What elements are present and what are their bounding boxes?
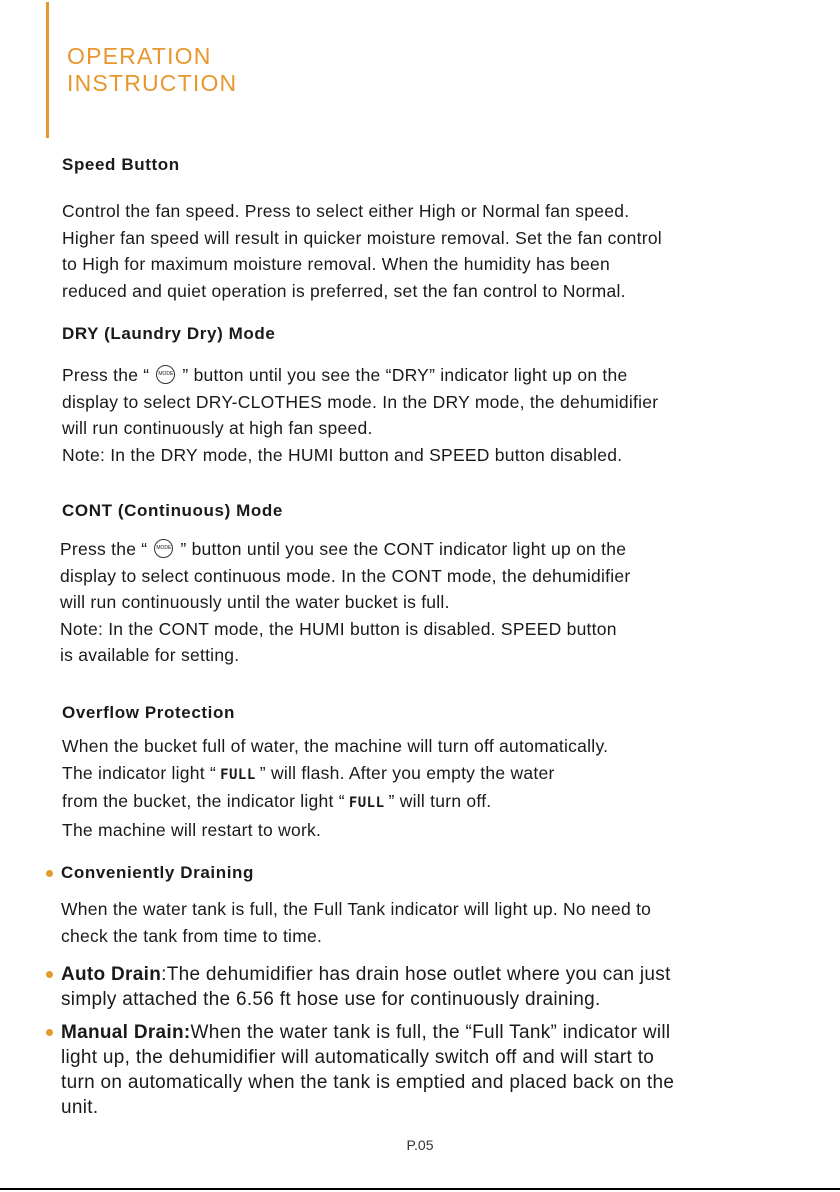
dry-text: Press the “ MODE ” button until you see the “DRY” indicator light up on the display to select DRY-CLOTHES mode. In the DRY mode, the dehumidifier will run continuously at high fan speed. Note: In the DRY mode, the HUMI button and SPEED button disabled. [62, 365, 659, 465]
mode-button-icon: MODE [154, 539, 173, 558]
bullet-dot [46, 1029, 53, 1036]
draining-title: Conveniently Draining [61, 863, 255, 882]
dry-title: DRY (Laundry Dry) Mode [62, 324, 276, 343]
page-title: OPERATION INSTRUCTION [67, 43, 238, 96]
cont-text: Press the “ MODE ” button until you see the CONT indicator light up on the display to select continuous mode. In the CONT mode, the dehumidifier will run continuously until the water bucket is full. Note: In the CONT mode, the HUMI button is disabled. SPEED button is available for setting. [60, 539, 631, 665]
page-number: P.05 [406, 1137, 434, 1153]
cont-title: CONT (Continuous) Mode [62, 501, 283, 520]
full-indicator-label: FULL [348, 795, 385, 811]
overflow-text: When the bucket full of water, the machine will turn off automatically. The indicator light “ FULL ” will flash. After you empty the water from the bucket, the indicator light “ FULL ” will turn off. The machine will restart to work. [62, 736, 609, 840]
full-indicator-label: FULL [220, 766, 256, 783]
accent-bar [46, 2, 49, 138]
manual-drain-text: Manual Drain:When the water tank is full, the “Full Tank” indicator will light up, the dehumidifier will automatically switch off and will start to turn on automatically when the tank is emptied and placed back on the unit. [61, 1022, 675, 1118]
bottom-rule [0, 1188, 840, 1190]
bullet-dot [46, 971, 53, 978]
auto-drain-text: Auto Drain:The dehumidifier has drain hose outlet where you can just simply attached the 6.56 ft hose use for continuously draining. [61, 964, 671, 1010]
speed-text: Control the fan speed. Press to select either High or Normal fan speed. Higher fan speed will result in quicker moisture removal. Set the fan control to High for maximum moisture removal. When the humidity has been reduced and quiet operation is preferred, set the fan control to Normal. [62, 201, 662, 301]
bullet-dot [46, 870, 53, 877]
mode-button-icon: MODE [156, 365, 175, 384]
draining-text: When the water tank is full, the Full Tank indicator will light up. No need to check the tank from time to time. [61, 899, 652, 946]
overflow-title: Overflow Protection [62, 703, 235, 722]
speed-title: Speed Button [62, 155, 180, 174]
